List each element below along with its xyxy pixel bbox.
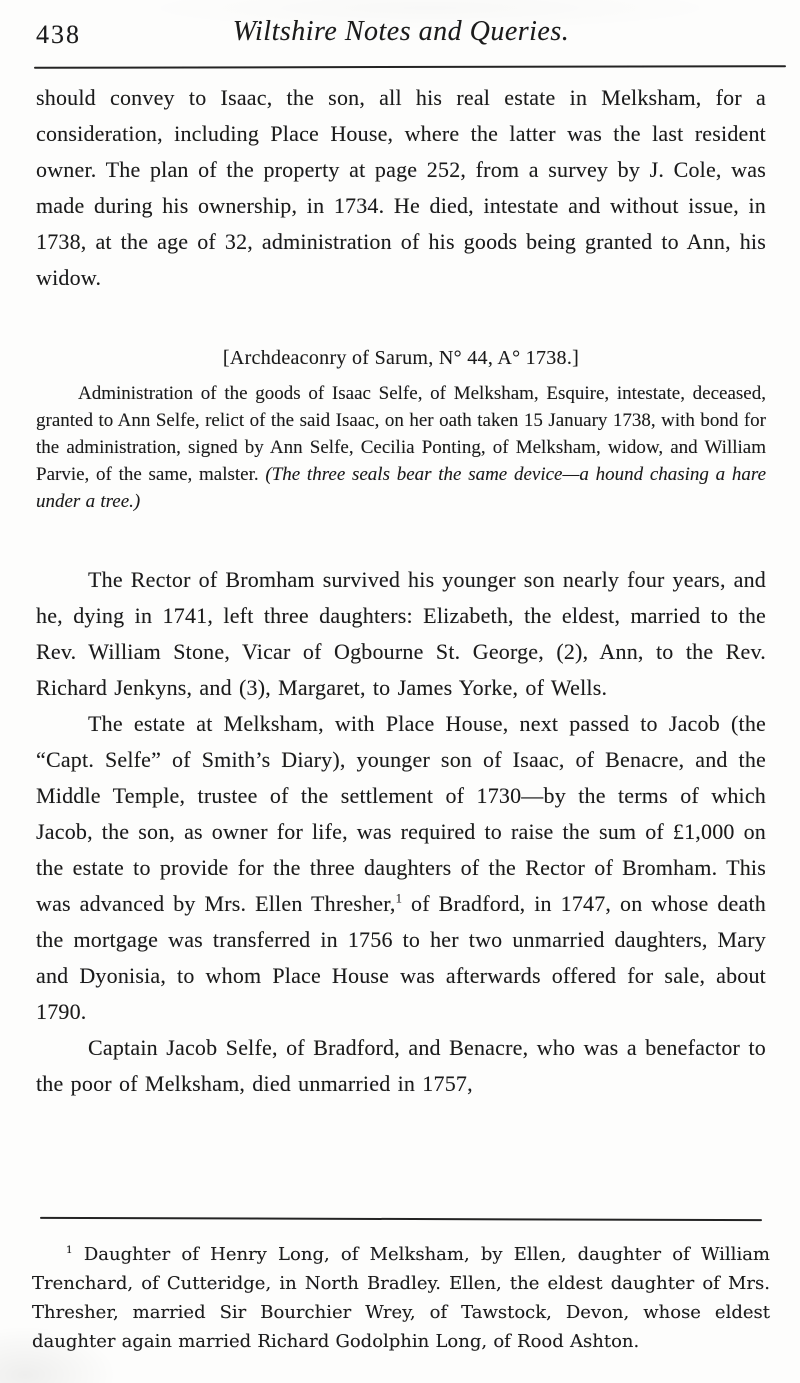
paragraph-text: of Bradford, in 1747, on whose death the mortgage was transferred in 1756 to her two unmarried daughters, Mary and Dyonisia, to whom Place House was afterwards offered for sale, about 1790.: [36, 891, 766, 1024]
record-body: [36, 380, 766, 515]
record-heading: [Archdeaconry of Sarum, N° 44, A° 1738.]: [222, 347, 580, 369]
page-header: [36, 16, 766, 48]
header-rule: [34, 65, 786, 69]
main-text: [36, 562, 766, 1102]
footnote-text: Daughter of Henry Long, of Melksham, by Ellen, daughter of William Trenchard, of Cutteridge, in North Bradley. Ellen, the eldest daughter of Mrs. Thresher, married Sir Bourchier Wrey, of Tawstock, Devon, whose eldest daughter again married Richard Godolphin Long, of Rood Ashton.: [32, 1244, 770, 1352]
paragraph-estate-at-melksham: [36, 706, 766, 1030]
footnote-reference: 1: [395, 891, 403, 906]
archdeaconry-record: [36, 344, 766, 515]
paragraph-rector-of-bromham: The Rector of Bromham survived his younger son nearly four years, and he, dying in 1741, left three daughters: Elizabeth, the eldest, married to the Rev. William Stone, Vicar of Ogbourne St. George, (2), Ann, to the Rev. Richard Jenkyns, and (3), Margaret, to James Yorke, of Wells.: [36, 567, 766, 700]
paragraph-continuation: should convey to Isaac, the son, all his real estate in Melksham, for a consideration, including Place House, where the latter was the last resident owner. The plan of the property at page 252, from a survey by J. Cole, was made during his ownership, in 1734. He died, intestate and without issue, in 1738, at the age of 32, administration of his goods being granted to Ann, his widow.: [36, 85, 766, 290]
footnote-marker: 1: [66, 1244, 73, 1256]
seal-note: (The three seals bear the same device—a hound chasing a hare under a tree.): [36, 464, 766, 512]
paragraph-captain-jacob-selfe: Captain Jacob Selfe, of Bradford, and Benacre, who was a benefactor to the poor of Melksham, died unmarried in 1757,: [36, 1035, 766, 1096]
page-number: 438: [36, 20, 81, 49]
paragraph-text: The estate at Melksham, with Place House, next passed to Jacob (the “Capt. Selfe” of Smith’s Diary), younger son of Isaac, of Benacre, and the Middle Temple, trustee of the settlement of 1730—by the terms of which Jacob, the son, as owner for life, was required to raise the sum of £1,000 on the estate to provide for the three daughters of the Rector of Bromham. This was advanced by Mrs. Ellen Thresher,: [36, 711, 766, 916]
record-body-text: Administration of the goods of Isaac Selfe, of Melksham, Esquire, intestate, deceased, granted to Ann Selfe, relict of the said Isaac, on her oath taken 15 January 1738, with bond for the administration, signed by Ann Selfe, Cecilia Ponting, of Melksham, widow, and William Parvie, of the same, malster.: [36, 383, 766, 485]
footnote-rule: [40, 1217, 762, 1221]
running-title: Wiltshire Notes and Queries.: [232, 16, 570, 47]
footnote: [32, 1240, 770, 1356]
